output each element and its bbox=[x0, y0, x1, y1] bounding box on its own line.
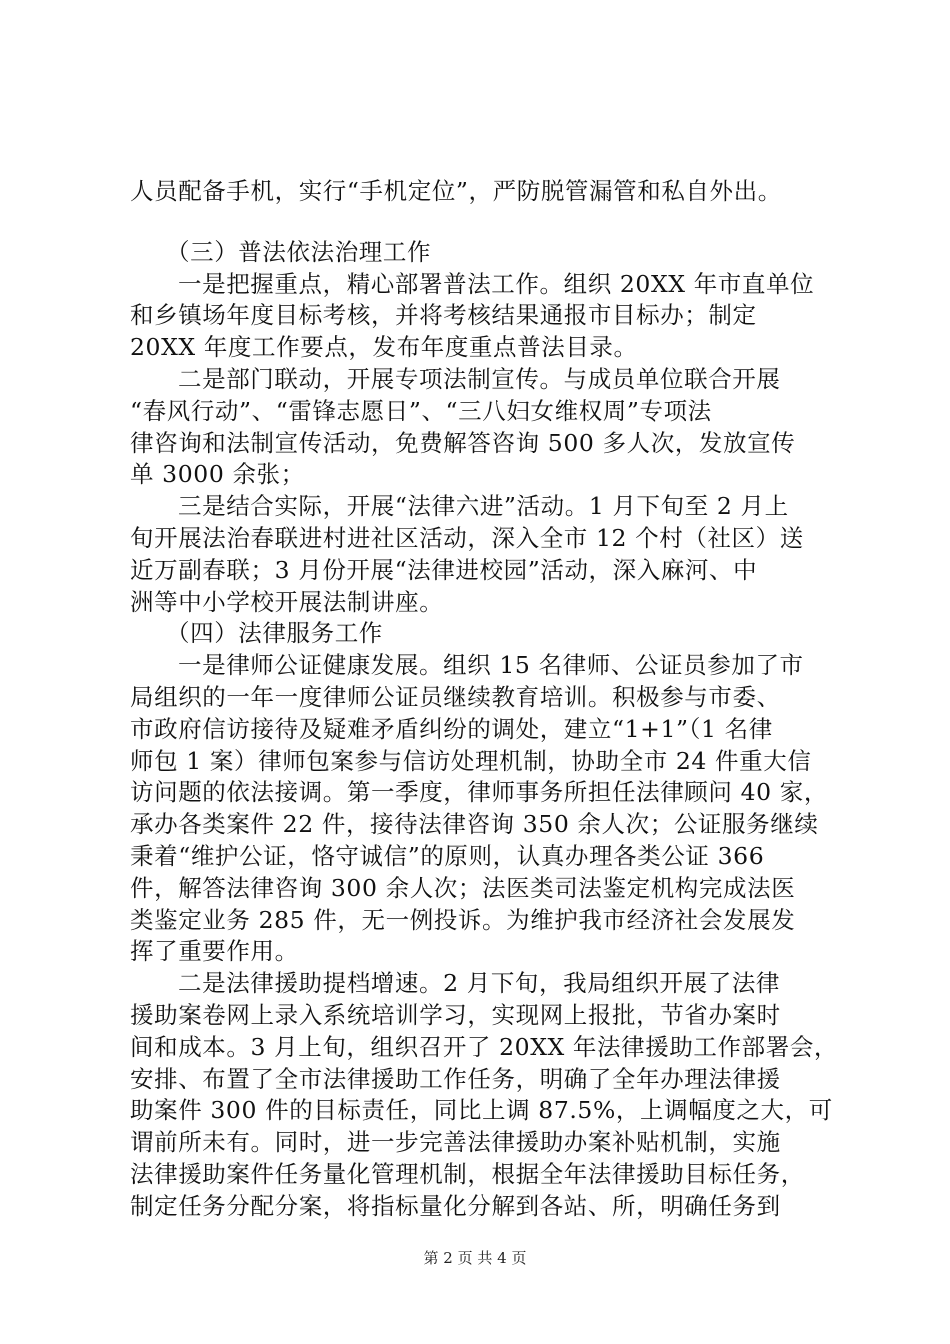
section-heading-4: （四）法律服务工作 bbox=[166, 619, 383, 648]
text-line: 律咨询和法制宣传活动，免费解答咨询 500 多人次，发放宣传 bbox=[130, 428, 796, 457]
text-line: 援助案卷网上录入系统培训学习，实现网上报批，节省办案时 bbox=[130, 1000, 781, 1029]
text-line: 秉着“维护公证，恪守诚信”的原则，认真办理各类公证 366 bbox=[130, 841, 765, 870]
text-line: 助案件 300 件的目标责任，同比上调 87.5%，上调幅度之大，可 bbox=[130, 1096, 833, 1125]
text-line: 承办各类案件 22 件，接待法律咨询 350 余人次；公证服务继续 bbox=[130, 810, 819, 839]
text-line: 制定任务分配分案，将指标量化分解到各站、所，明确任务到 bbox=[130, 1191, 781, 1220]
text-line: 件，解答法律咨询 300 余人次；法医类司法鉴定机构完成法医 bbox=[130, 873, 796, 902]
document-body bbox=[130, 176, 850, 1223]
text-line: 师包 1 案）律师包案参与信访处理机制，协助全市 24 件重大信 bbox=[130, 746, 812, 775]
text-line: 二是部门联动，开展专项法制宣传。与成员单位联合开展 bbox=[178, 364, 781, 393]
text-line: 安排、布置了全市法律援助工作任务，明确了全年办理法律援 bbox=[130, 1064, 781, 1093]
text-line: 访问题的依法接调。第一季度，律师事务所担任法律顾问 40 家， bbox=[130, 778, 828, 807]
text-line: 洲等中小学校开展法制讲座。 bbox=[130, 587, 444, 616]
page-number-footer: 第 2 页 共 4 页 bbox=[423, 1249, 527, 1267]
text-line: 旬开展法治春联进村进社区活动，深入全市 12 个村（社区）送 bbox=[130, 523, 804, 552]
section-heading-3: （三）普法依法治理工作 bbox=[166, 237, 432, 266]
text-line: 二是法律援助提档增速。2 月下旬，我局组织开展了法律 bbox=[178, 969, 781, 998]
paragraph-gap bbox=[130, 208, 850, 237]
text-line: 20XX 年度工作要点，发布年度重点普法目录。 bbox=[130, 333, 638, 362]
text-line: 挥了重要作用。 bbox=[130, 937, 299, 966]
text-line: 近万副春联；3 月份开展“法律进校园”活动，深入麻河、中 bbox=[130, 555, 758, 584]
text-line: 和乡镇场年度目标考核，并将考核结果通报市目标办；制定 bbox=[130, 301, 757, 330]
text-line: 一是律师公证健康发展。组织 15 名律师、公证员参加了市 bbox=[178, 651, 804, 680]
text-line: 谓前所未有。同时，进一步完善法律援助办案补贴机制，实施 bbox=[130, 1128, 781, 1157]
text-line: 类鉴定业务 285 件，无一例投诉。为维护我市经济社会发展发 bbox=[130, 905, 796, 934]
text-line: 一是把握重点，精心部署普法工作。组织 20XX 年市直单位 bbox=[178, 269, 815, 298]
text-line: 法律援助案件任务量化管理机制，根据全年法律援助目标任务， bbox=[130, 1159, 805, 1188]
text-line: 三是结合实际，开展“法律六进”活动。1 月下旬至 2 月上 bbox=[178, 492, 789, 521]
text-line: 间和成本。3 月上旬，组织召开了 20XX 年法律援助工作部署会， bbox=[130, 1032, 839, 1061]
text-line: 人员配备手机，实行“手机定位”，严防脱管漏管和私自外出。 bbox=[130, 177, 782, 205]
text-line: 单 3000 余张； bbox=[130, 460, 305, 489]
text-line: 市政府信访接待及疑难矛盾纠纷的调处，建立“1+1”（1 名律 bbox=[130, 714, 773, 743]
text-line: “春风行动”、“雷锋志愿日”、“三八妇女维权周”专项法 bbox=[130, 396, 712, 425]
text-line: 局组织的一年一度律师公证员继续教育培训。积极参与市委、 bbox=[130, 682, 781, 711]
